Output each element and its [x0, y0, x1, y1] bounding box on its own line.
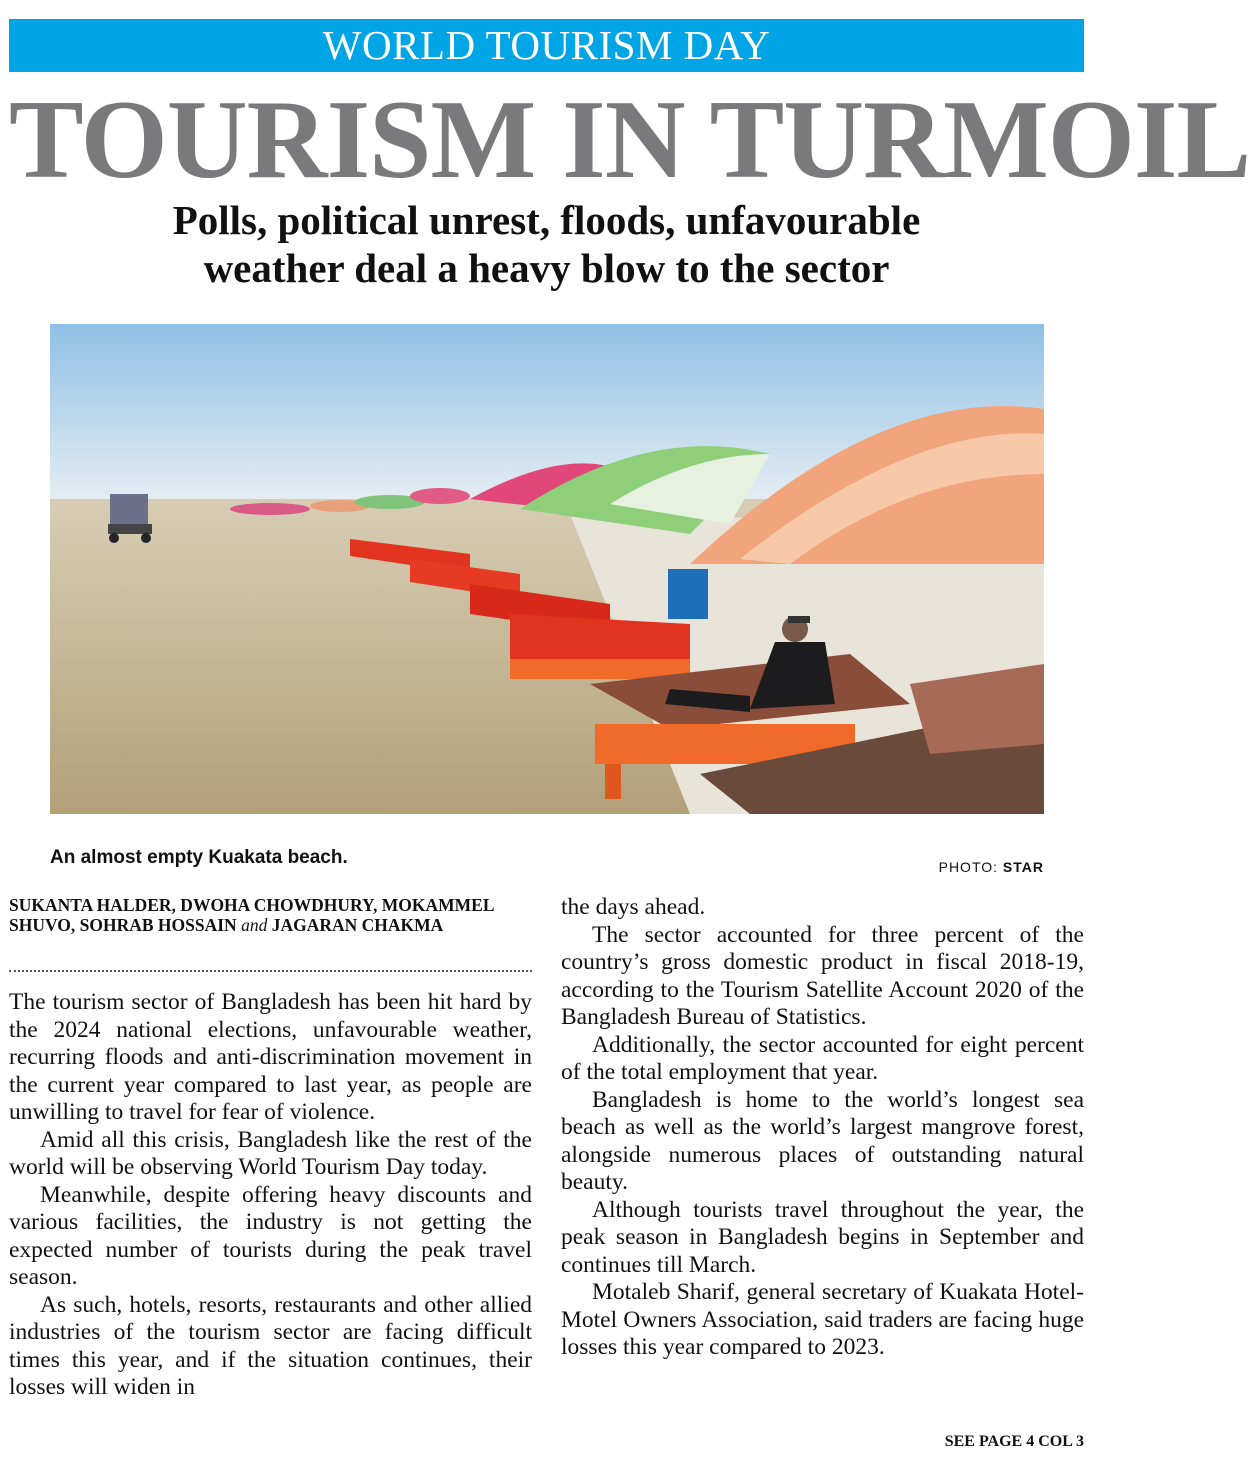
paragraph: The sector accounted for three percent of the country’s gross domestic product in fiscal 2018-19, according to the Tourism Satellite Account 2020 of the Bangladesh Bureau of Statistics. — [561, 921, 1084, 1030]
paragraph: As such, hotels, resorts, restaurants and other allied industries of the tourism sector are facing difficult times this year, and if the situation continues, their losses will widen in — [9, 1291, 532, 1400]
paragraph: Amid all this crisis, Bangladesh like the rest of the world will be observing World Tourism Day today. — [9, 1126, 532, 1180]
article-column-2 — [561, 894, 1084, 1362]
byline — [9, 895, 529, 935]
paragraph: Additionally, the sector accounted for eight percent of the total employment that year. — [561, 1031, 1084, 1085]
jump-line: SEE PAGE 4 COL 3 — [944, 1433, 1084, 1450]
blue-box — [668, 569, 708, 619]
byline-last-name: JAGARAN CHAKMA — [271, 915, 444, 935]
photo-credit — [939, 858, 1044, 876]
paragraph-continued: the days ahead. — [561, 894, 706, 920]
byline-divider — [9, 970, 532, 972]
paragraph: The tourism sector of Bangladesh has been hit hard by the 2024 national elections, unfavourable weather, recurring floods and anti-discrimination movement in the current year compared to last year, as people are unwilling to travel for fear of violence. — [9, 989, 532, 1125]
article-column-1 — [9, 989, 532, 1402]
deck-subheadline — [9, 196, 1084, 292]
paragraph: Motaleb Sharif, general secretary of Kuakata Hotel-Motel Owners Association, said traders are facing huge losses this year compared to 2023. — [561, 1279, 1084, 1360]
deck-line-2: weather deal a heavy blow to the sector — [203, 245, 890, 291]
photo-credit-source: STAR — [1002, 859, 1044, 875]
section-banner-label: WORLD TOURISM DAY — [322, 22, 771, 68]
section-banner — [9, 19, 1084, 72]
paragraph: Although tourists travel throughout the year, the peak season in Bangladesh begins in September and continues till March. — [561, 1196, 1084, 1278]
beach-photo — [50, 324, 1044, 814]
deck-line-1: Polls, political unrest, floods, unfavourable — [172, 197, 921, 243]
photo-caption: An almost empty Kuakata beach. — [50, 847, 348, 868]
headline: TOURISM IN TURMOIL — [9, 78, 1250, 202]
photo-credit-prefix: PHOTO: — [938, 859, 999, 875]
byline-connector: and — [241, 915, 268, 935]
paragraph: Bangladesh is home to the world’s longest sea beach as well as the world’s largest mangrove forest, alongside numerous places of outstanding natural beauty. — [561, 1086, 1084, 1195]
byline-names: SUKANTA HALDER, DWOHA CHOWDHURY, MOKAMMEL SHUVO, SOHRAB HOSSAIN — [9, 895, 494, 935]
paragraph: Meanwhile, despite offering heavy discounts and various facilities, the industry is not getting the expected number of tourists during the peak travel season. — [9, 1181, 532, 1290]
